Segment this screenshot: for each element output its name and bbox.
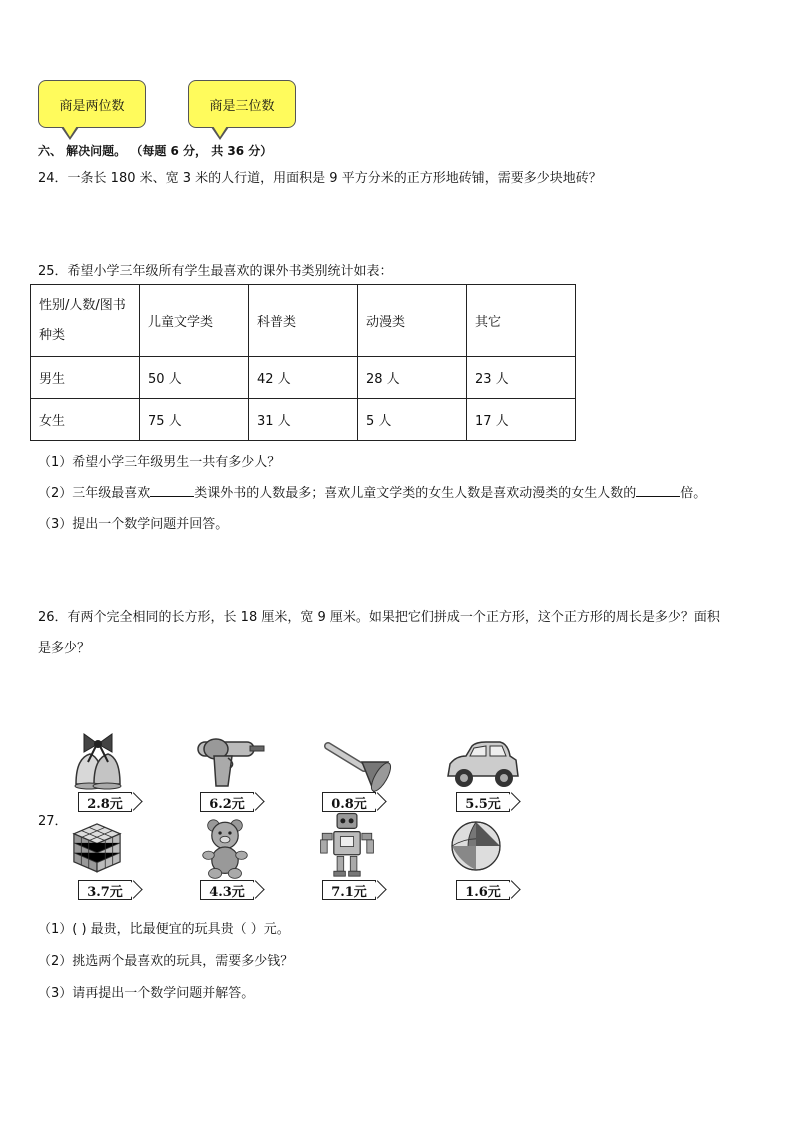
sub2-part-c: 倍。 [680, 486, 707, 501]
price-tag: 1.6元 [456, 880, 510, 900]
question-27-sub2: （2）挑选两个最喜欢的玩具，需要多少钱？ [38, 954, 294, 969]
section-heading: 六、 解决问题。 （每题 6 分， 共 36 分） [38, 144, 273, 158]
price-tag: 6.2元 [200, 792, 254, 812]
column-header: 科普类 [249, 285, 358, 357]
question-25-sub3: （3）提出一个数学问题并回答。 [38, 517, 229, 532]
price-tag: 2.8元 [78, 792, 132, 812]
price-tag: 3.7元 [78, 880, 132, 900]
question-27-sub1: （1）( ) 最贵，比最便宜的玩具贵（ ）元。 [38, 922, 290, 937]
bubble-two-digit-text: 商是两位数 [59, 98, 125, 114]
question-27-sub3: （3）请再提出一个数学问题并解答。 [38, 986, 255, 1001]
book-stats-table [30, 284, 576, 441]
price-tag: 0.8元 [322, 792, 376, 812]
robot-icon [314, 808, 380, 880]
table-cell: 28 人 [358, 357, 467, 399]
column-header: 动漫类 [358, 285, 467, 357]
table-cell: 23 人 [467, 357, 576, 399]
sub2-part-b: 类课外书的人数最多；喜欢儿童文学类的女生人数是喜欢动漫类的女生人数的 [194, 486, 637, 501]
price-tag: 5.5元 [456, 792, 510, 812]
column-header: 其它 [467, 285, 576, 357]
table-cell: 50 人 [140, 357, 249, 399]
question-26-line2: 是多少？ [38, 641, 91, 656]
question-25-sub2 [38, 482, 706, 501]
row-label: 男生 [31, 357, 140, 399]
price-tag: 4.3元 [200, 880, 254, 900]
bubble-tail [61, 127, 79, 140]
bubble-tail [211, 127, 229, 140]
answer-blank[interactable] [150, 484, 194, 497]
bubble-two-digit [38, 80, 146, 128]
sub2-part-a: （2）三年级最喜欢 [38, 486, 151, 501]
column-header: 儿童文学类 [140, 285, 249, 357]
answer-blank[interactable] [636, 484, 680, 497]
bubble-three-digit-text: 商是三位数 [209, 98, 275, 114]
teddy-bear-icon [192, 814, 258, 880]
row-label: 女生 [31, 399, 140, 441]
bubble-three-digit [188, 80, 296, 128]
question-24: 24．一条长 180 米、宽 3 米的人行道，用面积是 9 平方分米的正方形地砖铺，需要多少块地砖？ [38, 171, 602, 186]
table-header-corner [31, 285, 140, 357]
table-row [31, 399, 576, 441]
question-27-number: 27． [38, 814, 68, 829]
table-cell: 31 人 [249, 399, 358, 441]
price-tag: 7.1元 [322, 880, 376, 900]
table-cell: 42 人 [249, 357, 358, 399]
rubiks-cube-icon [64, 814, 130, 880]
question-25-intro: 25．希望小学三年级所有学生最喜欢的课外书类别统计如表： [38, 264, 393, 279]
table-row [31, 357, 576, 399]
table-header-row [31, 285, 576, 357]
table-cell: 5 人 [358, 399, 467, 441]
ball-icon [444, 814, 508, 878]
header-corner-line2: 种类 [39, 327, 66, 343]
question-26-line1: 26．有两个完全相同的长方形，长 18 厘米，宽 9 厘米。如果把它们拼成一个正方形，这个正方形的周长是多少？面积 [38, 610, 720, 625]
table-cell: 75 人 [140, 399, 249, 441]
table-cell: 17 人 [467, 399, 576, 441]
question-25-sub1: （1）希望小学三年级男生一共有多少人？ [38, 455, 281, 470]
header-corner-line1: 性别/人数/图书 [39, 297, 126, 313]
